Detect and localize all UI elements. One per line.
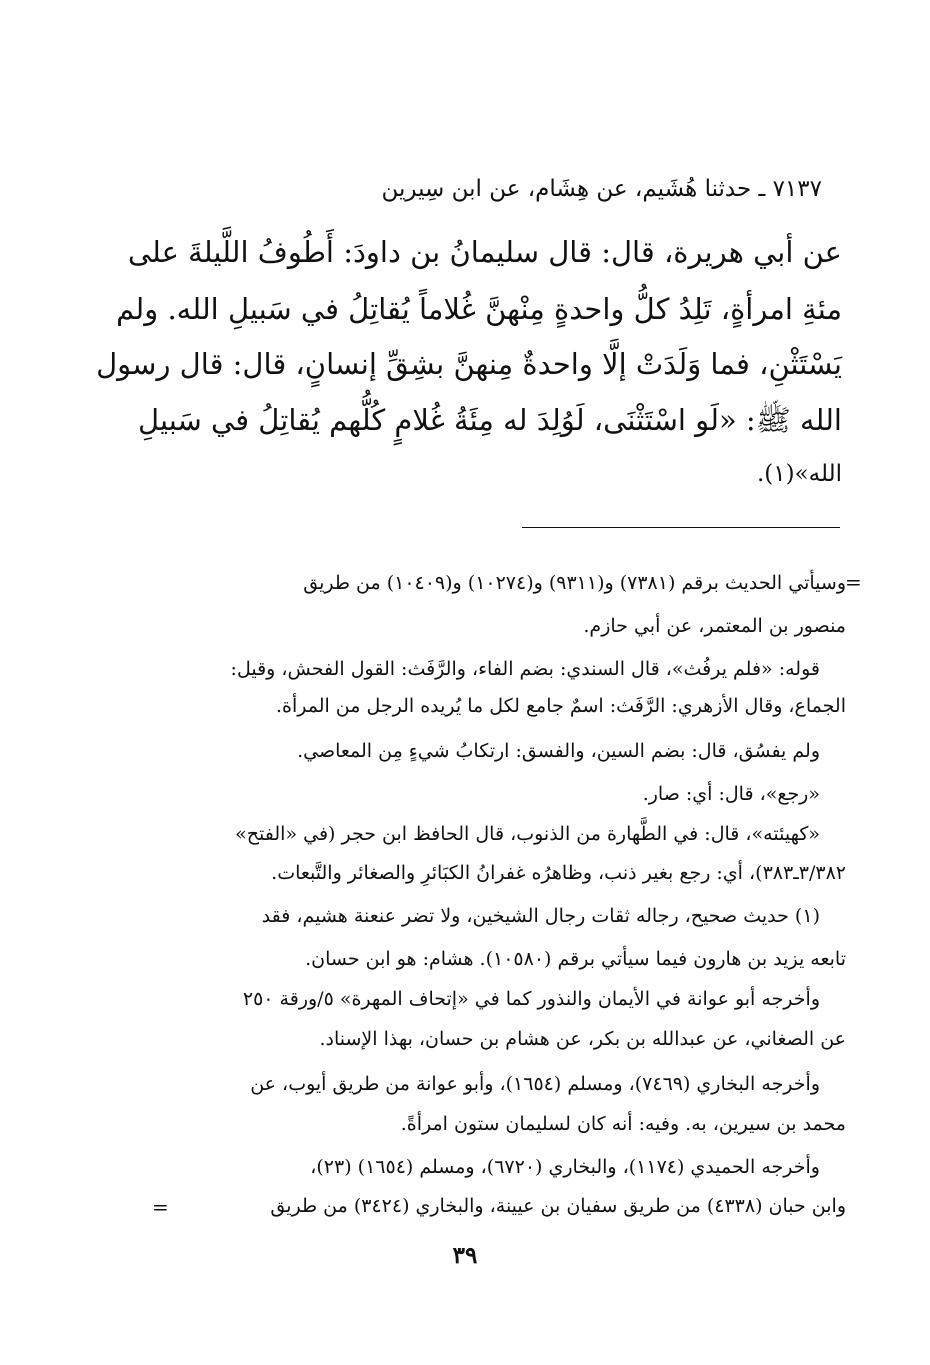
footnote-line-3: قوله: «فلم يرفُث»، قال السندي: بضم الفاء، والرَّفَث: القول الفحش، وقيل: [230,658,820,680]
footnote-line-14: محمد بن سيرين، به. وفيه: أنه كان لسليمان ستون امرأةً. [400,1113,846,1135]
footnote-line-13: وأخرجه البخاري (٧٤٦٩)، ومسلم (١٦٥٤)، وأبو عوانة من طريق أيوب، عن [250,1073,820,1095]
footnote-line-7: «كهيئته»، قال: في الطَّهارة من الذنوب، قال الحافظ ابن حجر (في «الفتح» [235,823,820,845]
page-number: ٣٩ [452,1242,478,1269]
footnote-line-4: الجماع، وقال الأزهري: الرَّفَث: اسمٌ جامع لكل ما يُريده الرجل من المرأة. [275,695,846,717]
footnote-line-16: وابن حبان (٤٣٣٨) من طريق سفيان بن عيينة، والبخاري (٣٤٢٤) من طريق [270,1195,846,1217]
footnote-line-2: منصور بن المعتمر، عن أبي حازم. [583,615,846,637]
footnote-line-5: ولم يفسُق، قال: بضم السين، والفسق: ارتكابُ شيءٍ مِن المعاصي. [297,740,820,762]
hadith-line-4: الله ﷺ: «لَو اسْتَثْنَى، لَوُلِدَ له مِئَةُ غُلامٍ كُلُّهم يُقاتِلُ في سَبيلِ [138,403,842,437]
hadith-header: ٧١٣٧ ـ حدثنا هُشَيم، عن هِشَام، عن ابن سِيرين [381,176,822,202]
footnote-line-6: «رجع»، قال: أي: صار. [642,783,820,805]
footnote-line-10: تابعه يزيد بن هارون فيما سيأتي برقم (١٠٥٨٠). هشام: هو ابن حسان. [305,948,846,970]
footnote-line-1: وسيأتي الحديث برقم (٧٣٨١) و(٩٣١١) و(١٠٢٧٤) و(١٠٤٠٩) من طريق [303,572,846,594]
hadith-line-1: عن أبي هريرة، قال: قال سليمانُ بن داودَ: أَطُوفُ اللَّيلةَ على [127,235,842,269]
continuation-mark-end: = [152,1195,169,1219]
hadith-line-5: الله»(١). [756,461,842,487]
hadith-line-3: يَسْتَثْنِ، فما وَلَدَتْ إلَّا واحدةٌ مِنهنَّ بشِقِّ إنسانٍ، قال: قال رسول [96,347,842,381]
footnote-line-8: ٣/٣٨٢ـ٣٨٣)، أي: رجع بغير ذنب، وظاهرُه غفرانُ الكبَائرِ والصغائر والتَّبعات. [271,862,846,884]
hadith-line-2: مئةِ امرأةٍ، تَلِدُ كلُّ واحدةٍ مِنْهنَّ غُلاماً يُقاتِلُ في سَبيلِ الله. ولم [116,292,842,326]
footnote-line-15: وأخرجه الحميدي (١١٧٤)، والبخاري (٦٧٢٠)، ومسلم (١٦٥٤) (٢٣)، [310,1156,820,1178]
footnote-line-9: (١) حديث صحيح، رجاله ثقات رجال الشيخين، ولا تضر عنعنة هشيم، فقد [261,905,820,927]
footnote-separator [522,527,840,528]
footnote-line-12: عن الصغاني، عن عبدالله بن بكر، عن هشام بن حسان، بهذا الإسناد. [319,1028,846,1050]
continuation-mark-start: = [845,570,862,594]
footnote-line-11: وأخرجه أبو عوانة في الأيمان والنذور كما في «إتحاف المهرة» ٥/ورقة ٢٥٠ [242,988,820,1010]
